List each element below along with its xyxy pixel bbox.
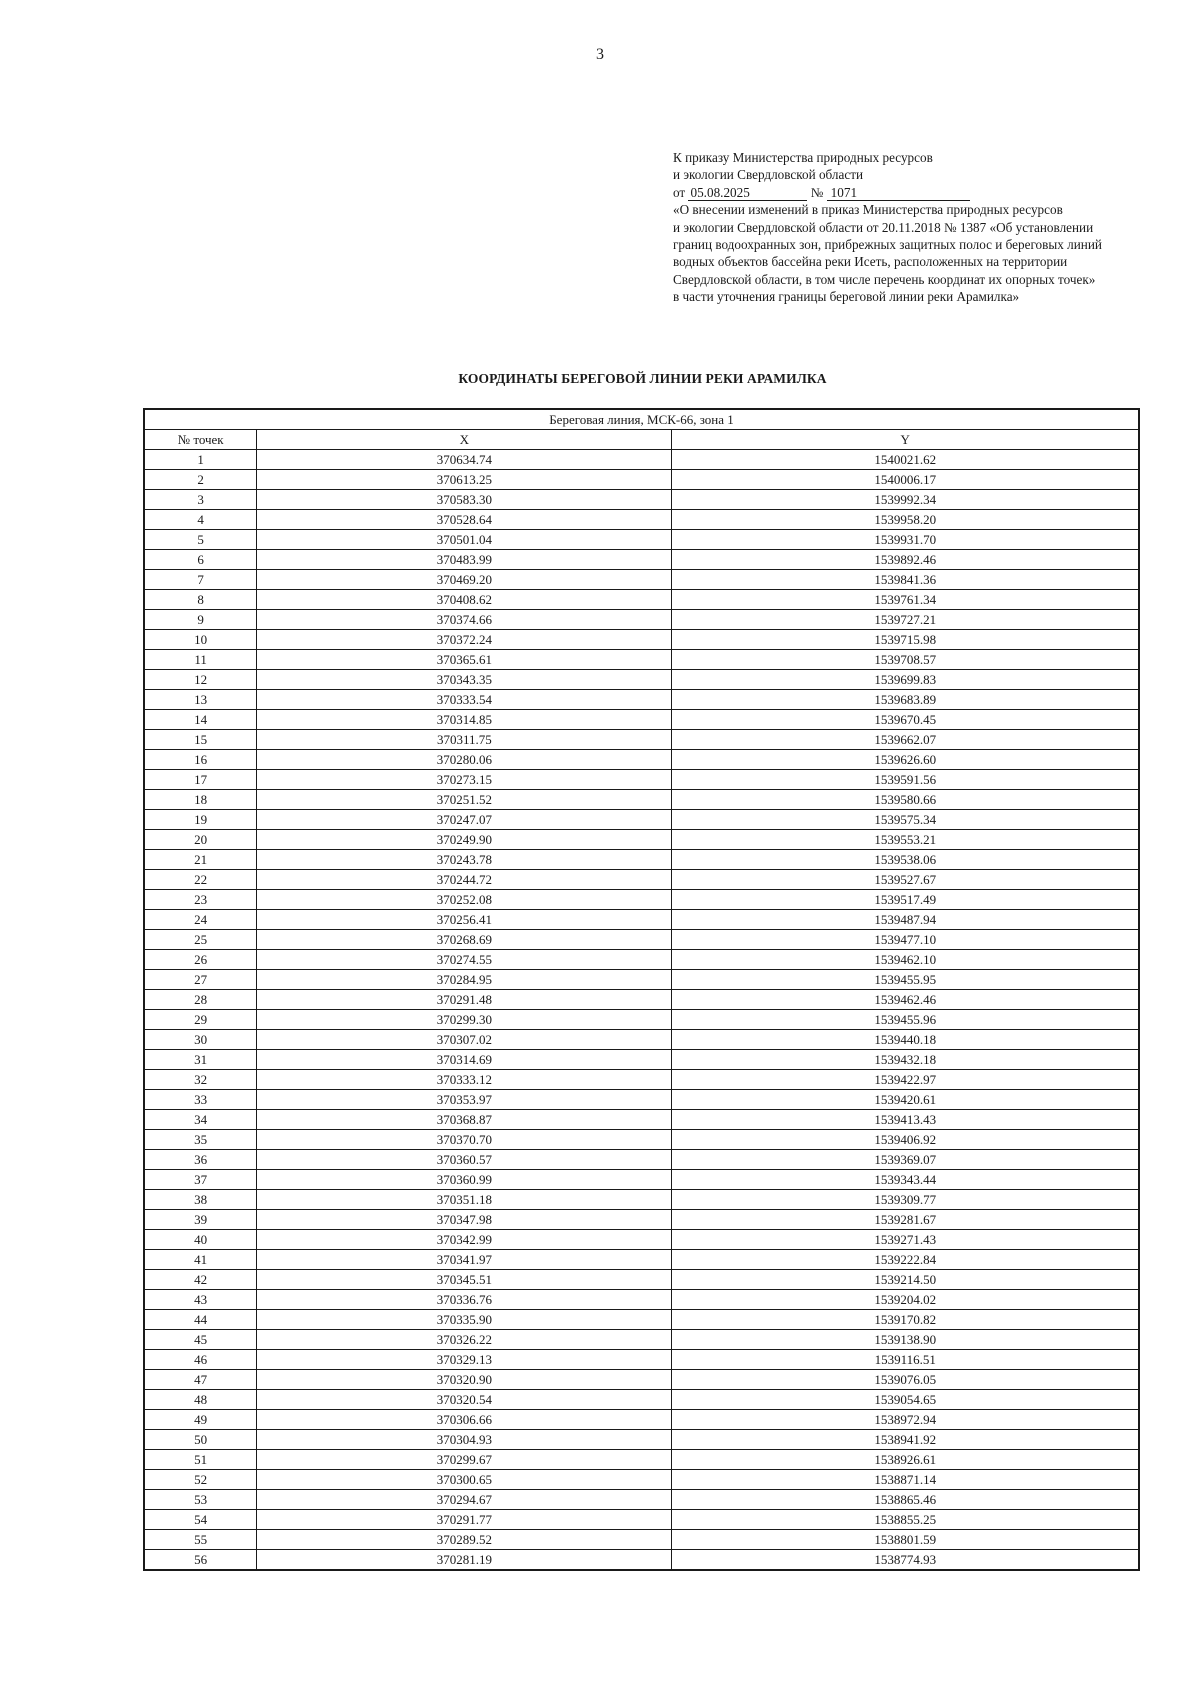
x-coordinate-cell: 370360.99 [257, 1170, 672, 1190]
y-coordinate-cell: 1538871.14 [672, 1470, 1139, 1490]
x-coordinate-cell: 370291.77 [257, 1510, 672, 1530]
y-coordinate-cell: 1539683.89 [672, 690, 1139, 710]
table-row [144, 1370, 1139, 1390]
point-number-cell: 45 [144, 1330, 257, 1350]
point-number-cell: 26 [144, 950, 257, 970]
point-number-cell: 35 [144, 1130, 257, 1150]
y-coordinate-cell: 1539462.10 [672, 950, 1139, 970]
y-coordinate-cell: 1539527.67 [672, 870, 1139, 890]
y-coordinate-cell: 1539931.70 [672, 530, 1139, 550]
point-number-cell: 24 [144, 910, 257, 930]
point-number-cell: 7 [144, 570, 257, 590]
y-coordinate-cell: 1539670.45 [672, 710, 1139, 730]
x-coordinate-cell: 370528.64 [257, 510, 672, 530]
point-number-cell: 47 [144, 1370, 257, 1390]
x-coordinate-cell: 370268.69 [257, 930, 672, 950]
y-coordinate-cell: 1539662.07 [672, 730, 1139, 750]
table-row [144, 490, 1139, 510]
x-coordinate-cell: 370333.54 [257, 690, 672, 710]
point-number-cell: 42 [144, 1270, 257, 1290]
y-coordinate-cell: 1539715.98 [672, 630, 1139, 650]
point-number-cell: 25 [144, 930, 257, 950]
table-row [144, 870, 1139, 890]
y-coordinate-cell: 1539580.66 [672, 790, 1139, 810]
coordinates-table [143, 408, 1140, 1571]
x-coordinate-cell: 370294.67 [257, 1490, 672, 1510]
x-coordinate-cell: 370336.76 [257, 1290, 672, 1310]
x-coordinate-cell: 370249.90 [257, 830, 672, 850]
x-coordinate-cell: 370284.95 [257, 970, 672, 990]
x-coordinate-cell: 370299.30 [257, 1010, 672, 1030]
y-coordinate-cell: 1539076.05 [672, 1370, 1139, 1390]
table-row [144, 470, 1139, 490]
table-row [144, 1050, 1139, 1070]
table-row [144, 1530, 1139, 1550]
y-coordinate-cell: 1539214.50 [672, 1270, 1139, 1290]
point-number-cell: 14 [144, 710, 257, 730]
table-row [144, 650, 1139, 670]
y-coordinate-cell: 1539422.97 [672, 1070, 1139, 1090]
y-coordinate-cell: 1540021.62 [672, 450, 1139, 470]
point-number-cell: 15 [144, 730, 257, 750]
note-line-7: водных объектов бассейна реки Исеть, расположенных на территории [673, 254, 1068, 270]
x-coordinate-cell: 370251.52 [257, 790, 672, 810]
table-row [144, 1090, 1139, 1110]
y-coordinate-cell: 1539281.67 [672, 1210, 1139, 1230]
table-row [144, 930, 1139, 950]
table-row [144, 750, 1139, 770]
point-number-cell: 32 [144, 1070, 257, 1090]
table-row [144, 1470, 1139, 1490]
y-coordinate-cell: 1539369.07 [672, 1150, 1139, 1170]
y-coordinate-cell: 1539455.95 [672, 970, 1139, 990]
point-number-cell: 8 [144, 590, 257, 610]
y-coordinate-cell: 1539204.02 [672, 1290, 1139, 1310]
point-number-cell: 44 [144, 1310, 257, 1330]
x-coordinate-cell: 370280.06 [257, 750, 672, 770]
y-coordinate-cell: 1539432.18 [672, 1050, 1139, 1070]
x-coordinate-cell: 370341.97 [257, 1250, 672, 1270]
point-number-cell: 46 [144, 1350, 257, 1370]
table-row [144, 710, 1139, 730]
table-row [144, 1270, 1139, 1290]
point-number-cell: 40 [144, 1230, 257, 1250]
x-coordinate-cell: 370304.93 [257, 1430, 672, 1450]
y-coordinate-cell: 1539761.34 [672, 590, 1139, 610]
y-coordinate-cell: 1539222.84 [672, 1250, 1139, 1270]
table-row [144, 1330, 1139, 1350]
table-row [144, 1170, 1139, 1190]
x-coordinate-cell: 370243.78 [257, 850, 672, 870]
y-coordinate-cell: 1538801.59 [672, 1530, 1139, 1550]
table-row [144, 1110, 1139, 1130]
table-row [144, 1490, 1139, 1510]
x-coordinate-cell: 370333.12 [257, 1070, 672, 1090]
point-number-cell: 11 [144, 650, 257, 670]
point-number-cell: 49 [144, 1410, 257, 1430]
y-coordinate-cell: 1539591.56 [672, 770, 1139, 790]
date-prefix: от [673, 184, 686, 200]
table-row [144, 1150, 1139, 1170]
y-coordinate-cell: 1539727.21 [672, 610, 1139, 630]
table-row [144, 910, 1139, 930]
note-line-1: К приказу Министерства природных ресурсов [673, 150, 933, 165]
point-number-cell: 48 [144, 1390, 257, 1410]
table-row [144, 1350, 1139, 1370]
x-coordinate-cell: 370370.70 [257, 1130, 672, 1150]
note-line-5: и экологии Свердловской области от 20.11.2018 № 1387 «Об установлении [673, 219, 1094, 235]
x-coordinate-cell: 370501.04 [257, 530, 672, 550]
note-line-4: «О внесении изменений в приказ Министерства природных ресурсов [673, 202, 1063, 218]
x-coordinate-cell: 370281.19 [257, 1550, 672, 1571]
x-coordinate-cell: 370368.87 [257, 1110, 672, 1130]
table-row [144, 1310, 1139, 1330]
point-number-cell: 41 [144, 1250, 257, 1270]
y-coordinate-cell: 1539343.44 [672, 1170, 1139, 1190]
point-number-cell: 22 [144, 870, 257, 890]
point-number-cell: 55 [144, 1530, 257, 1550]
point-number-cell: 51 [144, 1450, 257, 1470]
point-number-cell: 39 [144, 1210, 257, 1230]
order-date: 05.08.2025 [688, 186, 807, 201]
point-number-cell: 54 [144, 1510, 257, 1530]
y-coordinate-cell: 1539626.60 [672, 750, 1139, 770]
x-coordinate-cell: 370244.72 [257, 870, 672, 890]
y-coordinate-cell: 1538865.46 [672, 1490, 1139, 1510]
y-coordinate-cell: 1539309.77 [672, 1190, 1139, 1210]
y-coordinate-cell: 1539553.21 [672, 830, 1139, 850]
point-number-cell: 50 [144, 1430, 257, 1450]
y-coordinate-cell: 1539138.90 [672, 1330, 1139, 1350]
x-coordinate-cell: 370335.90 [257, 1310, 672, 1330]
point-number-cell: 30 [144, 1030, 257, 1050]
x-coordinate-cell: 370326.22 [257, 1330, 672, 1350]
table-row [144, 850, 1139, 870]
note-line-6: границ водоохранных зон, прибрежных защитных полос и береговых линий [673, 237, 1102, 253]
table-row [144, 1130, 1139, 1150]
point-number-cell: 27 [144, 970, 257, 990]
table-caption: Береговая линия, МСК-66, зона 1 [144, 409, 1139, 430]
x-coordinate-cell: 370299.67 [257, 1450, 672, 1470]
x-coordinate-cell: 370273.15 [257, 770, 672, 790]
y-coordinate-cell: 1538855.25 [672, 1510, 1139, 1530]
table-row [144, 730, 1139, 750]
y-coordinate-cell: 1539271.43 [672, 1230, 1139, 1250]
y-coordinate-cell: 1539477.10 [672, 930, 1139, 950]
x-coordinate-cell: 370347.98 [257, 1210, 672, 1230]
point-number-cell: 19 [144, 810, 257, 830]
x-coordinate-cell: 370469.20 [257, 570, 672, 590]
y-coordinate-cell: 1539420.61 [672, 1090, 1139, 1110]
x-coordinate-cell: 370408.62 [257, 590, 672, 610]
table-row [144, 450, 1139, 470]
x-coordinate-cell: 370351.18 [257, 1190, 672, 1210]
table-row [144, 1290, 1139, 1310]
y-coordinate-cell: 1539517.49 [672, 890, 1139, 910]
point-number-cell: 34 [144, 1110, 257, 1130]
x-coordinate-cell: 370613.25 [257, 470, 672, 490]
point-number-cell: 37 [144, 1170, 257, 1190]
y-coordinate-cell: 1539487.94 [672, 910, 1139, 930]
x-coordinate-cell: 370360.57 [257, 1150, 672, 1170]
point-number-cell: 3 [144, 490, 257, 510]
point-number-cell: 28 [144, 990, 257, 1010]
y-coordinate-cell: 1539170.82 [672, 1310, 1139, 1330]
column-header-point-number: № точек [144, 430, 257, 450]
x-coordinate-cell: 370634.74 [257, 450, 672, 470]
number-prefix: № [810, 184, 824, 200]
point-number-cell: 13 [144, 690, 257, 710]
table-row [144, 1010, 1139, 1030]
table-row [144, 570, 1139, 590]
y-coordinate-cell: 1539892.46 [672, 550, 1139, 570]
x-coordinate-cell: 370291.48 [257, 990, 672, 1010]
x-coordinate-cell: 370345.51 [257, 1270, 672, 1290]
column-header-x: X [257, 430, 672, 450]
x-coordinate-cell: 370256.41 [257, 910, 672, 930]
x-coordinate-cell: 370307.02 [257, 1030, 672, 1050]
point-number-cell: 43 [144, 1290, 257, 1310]
table-row [144, 1190, 1139, 1210]
x-coordinate-cell: 370353.97 [257, 1090, 672, 1110]
x-coordinate-cell: 370343.35 [257, 670, 672, 690]
table-row [144, 1550, 1139, 1571]
y-coordinate-cell: 1539440.18 [672, 1030, 1139, 1050]
y-coordinate-cell: 1539462.46 [672, 990, 1139, 1010]
point-number-cell: 16 [144, 750, 257, 770]
x-coordinate-cell: 370314.69 [257, 1050, 672, 1070]
point-number-cell: 18 [144, 790, 257, 810]
table-row [144, 530, 1139, 550]
point-number-cell: 6 [144, 550, 257, 570]
table-row [144, 810, 1139, 830]
y-coordinate-cell: 1538941.92 [672, 1430, 1139, 1450]
table-row [144, 790, 1139, 810]
x-coordinate-cell: 370311.75 [257, 730, 672, 750]
table-row [144, 1510, 1139, 1530]
x-coordinate-cell: 370252.08 [257, 890, 672, 910]
point-number-cell: 5 [144, 530, 257, 550]
point-number-cell: 2 [144, 470, 257, 490]
note-date-number-line [673, 184, 1143, 201]
x-coordinate-cell: 370274.55 [257, 950, 672, 970]
point-number-cell: 17 [144, 770, 257, 790]
x-coordinate-cell: 370306.66 [257, 1410, 672, 1430]
table-row [144, 890, 1139, 910]
table-row [144, 1390, 1139, 1410]
point-number-cell: 21 [144, 850, 257, 870]
order-reference-note [673, 149, 1143, 306]
y-coordinate-cell: 1538972.94 [672, 1410, 1139, 1430]
x-coordinate-cell: 370247.07 [257, 810, 672, 830]
table-row [144, 610, 1139, 630]
table-row [144, 670, 1139, 690]
y-coordinate-cell: 1539575.34 [672, 810, 1139, 830]
x-coordinate-cell: 370583.30 [257, 490, 672, 510]
x-coordinate-cell: 370483.99 [257, 550, 672, 570]
point-number-cell: 36 [144, 1150, 257, 1170]
y-coordinate-cell: 1539841.36 [672, 570, 1139, 590]
table-row [144, 1210, 1139, 1230]
order-number: 1071 [827, 186, 970, 201]
point-number-cell: 1 [144, 450, 257, 470]
y-coordinate-cell: 1538926.61 [672, 1450, 1139, 1470]
point-number-cell: 23 [144, 890, 257, 910]
point-number-cell: 10 [144, 630, 257, 650]
table-row [144, 690, 1139, 710]
x-coordinate-cell: 370320.54 [257, 1390, 672, 1410]
column-header-y: Y [672, 430, 1139, 450]
y-coordinate-cell: 1539699.83 [672, 670, 1139, 690]
y-coordinate-cell: 1539538.06 [672, 850, 1139, 870]
y-coordinate-cell: 1539054.65 [672, 1390, 1139, 1410]
table-row [144, 1030, 1139, 1050]
table-row [144, 770, 1139, 790]
note-line-9: в части уточнения границы береговой линии реки Арамилка» [673, 289, 1020, 305]
table-row [144, 590, 1139, 610]
y-coordinate-cell: 1538774.93 [672, 1550, 1139, 1571]
x-coordinate-cell: 370314.85 [257, 710, 672, 730]
point-number-cell: 12 [144, 670, 257, 690]
table-row [144, 950, 1139, 970]
y-coordinate-cell: 1539992.34 [672, 490, 1139, 510]
table-row [144, 510, 1139, 530]
document-title: КООРДИНАТЫ БЕРЕГОВОЙ ЛИНИИ РЕКИ АРАМИЛКА [458, 371, 827, 386]
x-coordinate-cell: 370342.99 [257, 1230, 672, 1250]
page-number: 3 [596, 46, 604, 63]
point-number-cell: 31 [144, 1050, 257, 1070]
y-coordinate-cell: 1539455.96 [672, 1010, 1139, 1030]
table-row [144, 830, 1139, 850]
table-row [144, 1450, 1139, 1470]
x-coordinate-cell: 370372.24 [257, 630, 672, 650]
y-coordinate-cell: 1539116.51 [672, 1350, 1139, 1370]
point-number-cell: 9 [144, 610, 257, 630]
table-row [144, 1430, 1139, 1450]
y-coordinate-cell: 1539708.57 [672, 650, 1139, 670]
point-number-cell: 53 [144, 1490, 257, 1510]
point-number-cell: 56 [144, 1550, 257, 1571]
x-coordinate-cell: 370300.65 [257, 1470, 672, 1490]
table-row [144, 630, 1139, 650]
table-row [144, 970, 1139, 990]
table-row [144, 1250, 1139, 1270]
x-coordinate-cell: 370289.52 [257, 1530, 672, 1550]
x-coordinate-cell: 370329.13 [257, 1350, 672, 1370]
y-coordinate-cell: 1539958.20 [672, 510, 1139, 530]
point-number-cell: 38 [144, 1190, 257, 1210]
table-row [144, 550, 1139, 570]
y-coordinate-cell: 1539413.43 [672, 1110, 1139, 1130]
point-number-cell: 4 [144, 510, 257, 530]
y-coordinate-cell: 1539406.92 [672, 1130, 1139, 1150]
point-number-cell: 33 [144, 1090, 257, 1110]
note-line-8: Свердловской области, в том числе перечень координат их опорных точек» [673, 271, 1096, 287]
point-number-cell: 52 [144, 1470, 257, 1490]
table-body [144, 450, 1139, 1571]
table-row [144, 1410, 1139, 1430]
point-number-cell: 20 [144, 830, 257, 850]
x-coordinate-cell: 370320.90 [257, 1370, 672, 1390]
point-number-cell: 29 [144, 1010, 257, 1030]
y-coordinate-cell: 1540006.17 [672, 470, 1139, 490]
note-line-2: и экологии Свердловской области [673, 167, 864, 183]
x-coordinate-cell: 370365.61 [257, 650, 672, 670]
table-row [144, 1070, 1139, 1090]
table-row [144, 990, 1139, 1010]
table-row [144, 1230, 1139, 1250]
x-coordinate-cell: 370374.66 [257, 610, 672, 630]
